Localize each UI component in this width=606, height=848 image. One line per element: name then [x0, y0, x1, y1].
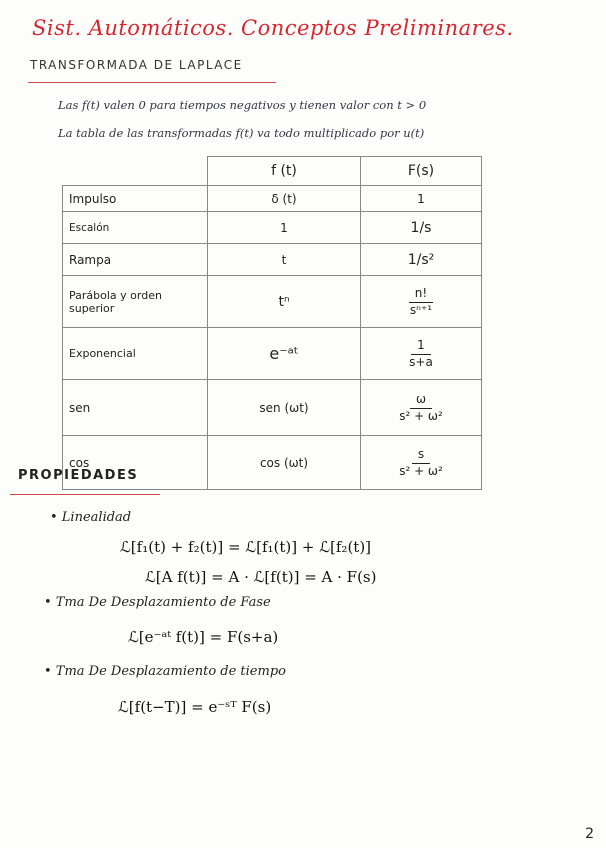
- fraction-denominator: s² + ω²: [399, 408, 443, 423]
- row-Fs: 1/s²: [361, 244, 482, 276]
- fraction-denominator: s² + ω²: [399, 463, 443, 478]
- section-underline: [28, 82, 276, 83]
- formula-linearity-2: ℒ[A f(t)] = A · ℒ[f(t)] = A · F(s): [145, 568, 377, 586]
- row-ft: cos (ωt): [208, 436, 361, 490]
- row-Fs: [361, 276, 482, 328]
- intro-line-1: Las f(t) valen 0 para tiempos negativos y tienen valor con t > 0: [58, 98, 427, 112]
- fraction: [409, 287, 433, 316]
- table-header-row: [63, 157, 482, 186]
- property-label-linearity: • Linealidad: [50, 510, 132, 525]
- row-ft: δ (t): [208, 186, 361, 212]
- laplace-table: [62, 156, 482, 490]
- page-title: Sist. Automáticos. Conceptos Preliminares.: [32, 16, 514, 40]
- properties-underline: [10, 494, 160, 495]
- fraction-numerator: 1: [411, 339, 431, 354]
- fraction-numerator: s: [412, 448, 430, 463]
- row-ft: t: [208, 244, 361, 276]
- intro-line-2: La tabla de las transformadas f(t) va todo multiplicado por u(t): [58, 126, 425, 140]
- row-ft: tⁿ: [208, 276, 361, 328]
- row-Fs: [361, 328, 482, 380]
- fraction-denominator: s+a: [409, 354, 433, 369]
- row-name: Exponencial: [63, 328, 208, 380]
- fraction: [399, 448, 443, 477]
- property-label-time-shift: • Tma De Desplazamiento de tiempo: [44, 664, 286, 679]
- table-row: [63, 244, 482, 276]
- properties-title: PROPIEDADES: [18, 468, 139, 483]
- row-Fs: [361, 436, 482, 490]
- fraction-denominator: sⁿ⁺¹: [409, 302, 433, 317]
- table-row: [63, 212, 482, 244]
- page-number: 2: [585, 826, 594, 842]
- table-row: [63, 380, 482, 436]
- row-ft: e⁻ᵃᵗ: [208, 328, 361, 380]
- property-label-phase-shift: • Tma De Desplazamiento de Fase: [44, 595, 271, 610]
- row-ft: 1: [208, 212, 361, 244]
- fraction: [399, 393, 443, 422]
- formula-phase-shift: ℒ[e⁻ᵃᵗ f(t)] = F(s+a): [128, 628, 279, 646]
- section-title: TRANSFORMADA DE LAPLACE: [30, 58, 243, 72]
- row-name: Escalón: [63, 212, 208, 244]
- row-Fs: 1/s: [361, 212, 482, 244]
- row-Fs: [361, 380, 482, 436]
- table-row: [63, 276, 482, 328]
- table-row: [63, 186, 482, 212]
- formula-linearity-1: ℒ[f₁(t) + f₂(t)] = ℒ[f₁(t)] + ℒ[f₂(t)]: [120, 538, 372, 556]
- fraction: [409, 339, 433, 368]
- table-header-Fs: F(s): [361, 157, 482, 186]
- table-header-ft: f (t): [208, 157, 361, 186]
- table-header-empty: [63, 157, 208, 186]
- formula-time-shift: ℒ[f(t−T)] = e⁻ˢᵀ F(s): [118, 698, 272, 716]
- row-name: Parábola y orden superior: [63, 276, 208, 328]
- fraction-numerator: n!: [409, 287, 433, 302]
- row-name: sen: [63, 380, 208, 436]
- row-name: Rampa: [63, 244, 208, 276]
- row-ft: sen (ωt): [208, 380, 361, 436]
- row-Fs: 1: [361, 186, 482, 212]
- fraction-numerator: ω: [410, 393, 432, 408]
- row-name: cos: [63, 436, 208, 490]
- table-row: [63, 328, 482, 380]
- row-name: Impulso: [63, 186, 208, 212]
